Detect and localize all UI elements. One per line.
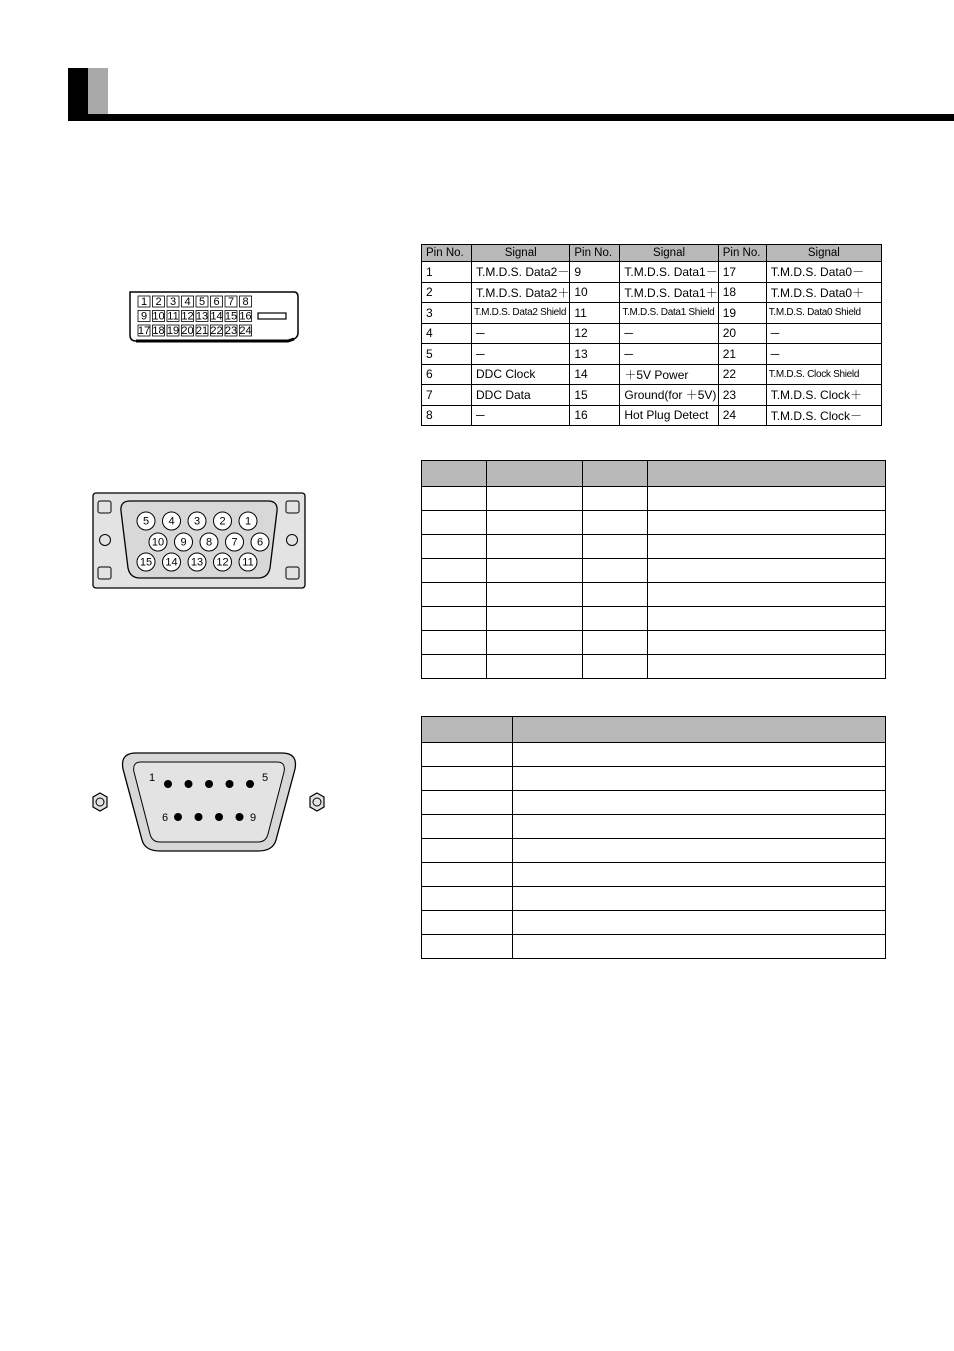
table-cell — [422, 583, 487, 607]
table-cell — [422, 887, 513, 911]
signal-cell: T.M.D.S. Data2＋ — [472, 282, 570, 303]
table-cell — [487, 583, 583, 607]
table-row — [422, 511, 886, 535]
dvi-pin-number: 6 — [213, 295, 220, 308]
header-pin-no: Pin No. — [570, 245, 620, 262]
table-row — [422, 863, 886, 887]
table-cell — [422, 815, 513, 839]
header-signal: Signal — [472, 245, 570, 262]
dvi-pin-number: 10 — [152, 310, 165, 323]
table-cell — [422, 535, 487, 559]
serial-pin-dot — [164, 780, 172, 788]
vga-pin-number: 6 — [256, 536, 264, 549]
table-row — [422, 839, 886, 863]
table-cell — [648, 487, 886, 511]
table-cell — [648, 607, 886, 631]
table-cell — [422, 743, 513, 767]
table-cell — [648, 583, 886, 607]
table-row — [422, 583, 886, 607]
table-cell — [422, 559, 487, 583]
signal-cell: ─ — [766, 344, 881, 365]
serial-pin-dot — [215, 813, 223, 821]
table-cell — [583, 583, 648, 607]
table-row — [422, 405, 882, 426]
pin-number-cell: 9 — [570, 262, 620, 283]
vga-connector-diagram — [92, 492, 306, 589]
dvi-pin-number: 23 — [224, 324, 238, 337]
vga-pin-number: 15 — [139, 556, 153, 569]
vga-pin-number: 14 — [165, 556, 178, 569]
header-gray-block — [88, 68, 108, 114]
vga-header-cell — [648, 461, 886, 487]
serial-pin-dot — [236, 813, 244, 821]
pin-number-cell: 15 — [570, 385, 620, 406]
pin-number-cell: 12 — [570, 323, 620, 344]
serial-header-cell — [513, 717, 886, 743]
dvi-pin-number: 15 — [224, 310, 238, 323]
vga-pin-number: 8 — [205, 536, 213, 549]
table-row — [422, 535, 886, 559]
table-row — [422, 767, 886, 791]
hex-nut-icon-left — [93, 793, 107, 811]
table-cell — [487, 607, 583, 631]
table-cell — [648, 559, 886, 583]
vga-pin-number: 9 — [180, 536, 187, 549]
signal-cell: T.M.D.S. Data1＋ — [620, 282, 718, 303]
serial-pin-dot — [174, 813, 182, 821]
pin-number-cell: 18 — [718, 282, 766, 303]
table-cell — [422, 487, 487, 511]
signal-cell: T.M.D.S. Data0 Shield — [766, 303, 881, 324]
signal-cell: ─ — [472, 323, 570, 344]
table-row — [422, 385, 882, 406]
vga-pin-number: 3 — [193, 515, 201, 528]
table-cell — [583, 607, 648, 631]
table-cell — [583, 487, 648, 511]
table-cell — [487, 631, 583, 655]
table-row — [422, 911, 886, 935]
serial-pin-dot — [185, 780, 193, 788]
serial-pin-dot — [205, 780, 213, 788]
table-row — [422, 303, 882, 324]
table-cell — [422, 767, 513, 791]
table-cell — [513, 887, 886, 911]
table-cell — [422, 631, 487, 655]
table-cell — [648, 631, 886, 655]
header-rule — [68, 114, 954, 121]
signal-cell: T.M.D.S. Clock－ — [766, 405, 881, 426]
pin-number-cell: 3 — [422, 303, 472, 324]
header-signal: Signal — [620, 245, 718, 262]
table-cell — [422, 791, 513, 815]
dvi-pin-number: 8 — [242, 295, 249, 308]
table-cell — [487, 655, 583, 679]
pin-number-cell: 24 — [718, 405, 766, 426]
dvi-pin-number: 11 — [167, 310, 179, 323]
signal-cell: ─ — [766, 323, 881, 344]
table-cell — [422, 607, 487, 631]
vga-pin-number: 12 — [216, 556, 229, 569]
signal-cell: T.M.D.S. Data2 Shield — [472, 303, 570, 324]
signal-cell: ─ — [472, 405, 570, 426]
table-cell — [422, 655, 487, 679]
table-cell — [583, 559, 648, 583]
signal-cell: Hot Plug Detect — [620, 405, 718, 426]
dvi-pin-number: 21 — [195, 324, 209, 337]
signal-cell: T.M.D.S. Clock Shield — [766, 364, 881, 385]
table-row — [422, 559, 886, 583]
table-row — [422, 743, 886, 767]
serial-connector-diagram — [90, 752, 330, 854]
pin-number-cell: 7 — [422, 385, 472, 406]
table-cell — [487, 559, 583, 583]
dvi-pin-number: 1 — [140, 295, 148, 308]
dvi-pin-number: 14 — [210, 310, 223, 323]
table-cell — [513, 863, 886, 887]
dvi-pin-number: 9 — [140, 310, 148, 323]
table-cell — [513, 767, 886, 791]
serial-pin-dot — [195, 813, 203, 821]
table-cell — [583, 535, 648, 559]
table-cell — [648, 511, 886, 535]
pin-number-cell: 10 — [570, 282, 620, 303]
table-row — [422, 631, 886, 655]
table-row — [422, 607, 886, 631]
table-cell — [648, 655, 886, 679]
dvi-pin-number: 12 — [181, 310, 194, 323]
vga-pin-number: 11 — [242, 556, 254, 569]
pin-number-cell: 14 — [570, 364, 620, 385]
table-cell — [487, 535, 583, 559]
dvi-pin-number: 13 — [195, 310, 209, 323]
dvi-pin-table — [421, 244, 882, 426]
dvi-pin-number: 17 — [137, 324, 151, 337]
pin-number-cell: 22 — [718, 364, 766, 385]
header-pin-no: Pin No. — [422, 245, 472, 262]
signal-cell: T.M.D.S. Data1－ — [620, 262, 718, 283]
dvi-pin-number: 7 — [227, 295, 235, 308]
pin-number-cell: 21 — [718, 344, 766, 365]
header-black-block — [68, 68, 88, 118]
table-row — [422, 935, 886, 959]
vga-pin-number: 13 — [190, 556, 204, 569]
table-cell — [422, 911, 513, 935]
pin-number-cell: 13 — [570, 344, 620, 365]
table-cell — [422, 839, 513, 863]
table-cell — [513, 839, 886, 863]
signal-cell: ─ — [620, 323, 718, 344]
vga-header-cell — [422, 461, 487, 487]
signal-cell: T.M.D.S. Clock＋ — [766, 385, 881, 406]
table-row — [422, 887, 886, 911]
serial-pin-dot — [226, 780, 234, 788]
pin-number-cell: 23 — [718, 385, 766, 406]
vga-pin-number: 4 — [168, 515, 175, 528]
pin-number-cell: 8 — [422, 405, 472, 426]
header-pin-no: Pin No. — [718, 245, 766, 262]
pin-number-cell: 17 — [718, 262, 766, 283]
vga-pin-number: 2 — [219, 515, 226, 528]
vga-pin-number: 5 — [142, 515, 150, 528]
pin-number-cell: 20 — [718, 323, 766, 344]
table-row — [422, 344, 882, 365]
pin-number-cell: 19 — [718, 303, 766, 324]
serial-label-pin9: 9 — [249, 812, 257, 824]
vga-header-cell — [487, 461, 583, 487]
vga-pin-table — [421, 460, 886, 679]
table-cell — [513, 911, 886, 935]
table-cell — [422, 511, 487, 535]
vga-header-cell — [583, 461, 648, 487]
dvi-pin-number: 24 — [239, 324, 252, 337]
dvi-pin-number: 2 — [155, 295, 162, 308]
table-row — [422, 364, 882, 385]
hex-nut-icon-right — [310, 793, 324, 811]
table-cell — [583, 631, 648, 655]
serial-label-pin5: 5 — [261, 772, 269, 784]
table-cell — [422, 863, 513, 887]
table-row — [422, 282, 882, 303]
table-cell — [513, 815, 886, 839]
table-cell — [487, 511, 583, 535]
dvi-pin-number: 5 — [198, 295, 206, 308]
dvi-pin-number: 22 — [210, 324, 223, 337]
table-cell — [583, 511, 648, 535]
pin-number-cell: 2 — [422, 282, 472, 303]
table-row — [422, 655, 886, 679]
pin-number-cell: 1 — [422, 262, 472, 283]
dvi-pin-number: 18 — [152, 324, 165, 337]
pin-number-cell: 4 — [422, 323, 472, 344]
vga-pin-number: 1 — [244, 515, 252, 528]
serial-header-cell — [422, 717, 513, 743]
signal-cell: ＋5V Power — [620, 364, 718, 385]
signal-cell: T.M.D.S. Data0－ — [766, 262, 881, 283]
header-signal: Signal — [766, 245, 881, 262]
table-cell — [513, 791, 886, 815]
table-cell — [487, 487, 583, 511]
pin-number-cell: 6 — [422, 364, 472, 385]
table-cell — [513, 935, 886, 959]
pin-number-cell: 5 — [422, 344, 472, 365]
signal-cell: T.M.D.S. Data2－ — [472, 262, 570, 283]
serial-label-pin6: 6 — [161, 812, 169, 824]
table-row — [422, 323, 882, 344]
serial-pin-dot — [246, 780, 254, 788]
table-cell — [513, 743, 886, 767]
signal-cell: ─ — [472, 344, 570, 365]
table-cell — [583, 655, 648, 679]
vga-pin-number: 7 — [231, 536, 238, 549]
signal-cell: Ground(for ＋5V) — [620, 385, 718, 406]
dvi-pin-number: 3 — [169, 295, 177, 308]
signal-cell: T.M.D.S. Data1 Shield — [620, 303, 718, 324]
dvi-pin-number: 16 — [239, 310, 252, 323]
table-row — [422, 262, 882, 283]
serial-pin-table — [421, 716, 886, 959]
signal-cell: DDC Data — [472, 385, 570, 406]
table-row — [422, 791, 886, 815]
table-cell — [648, 535, 886, 559]
table-row — [422, 487, 886, 511]
dvi-pin-number: 19 — [166, 324, 180, 337]
pin-number-cell: 11 — [570, 303, 620, 324]
table-cell — [422, 935, 513, 959]
table-row — [422, 815, 886, 839]
dvi-pin-number: 4 — [184, 295, 191, 308]
signal-cell: DDC Clock — [472, 364, 570, 385]
dvi-pin-number: 20 — [181, 324, 194, 337]
signal-cell: T.M.D.S. Data0＋ — [766, 282, 881, 303]
vga-pin-number: 10 — [151, 536, 165, 549]
signal-cell: ─ — [620, 344, 718, 365]
dvi-connector-diagram — [128, 289, 300, 343]
pin-number-cell: 16 — [570, 405, 620, 426]
serial-label-pin1: 1 — [148, 772, 156, 784]
